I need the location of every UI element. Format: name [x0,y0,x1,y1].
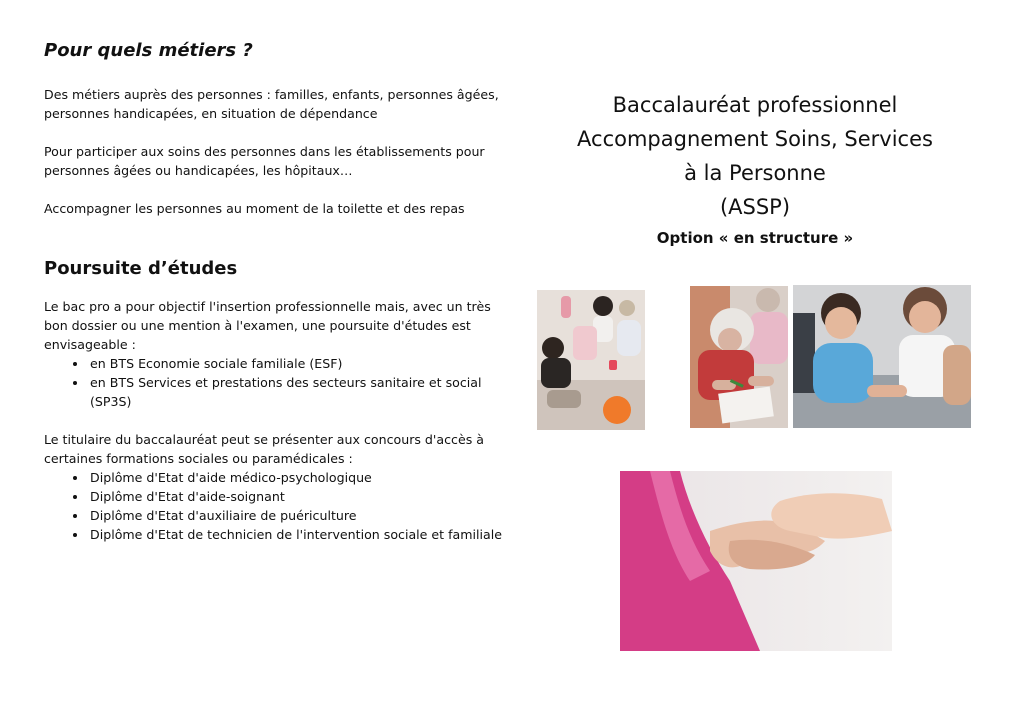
title-line-1: Baccalauréat professionnel [612,93,898,117]
list-item: • Diplôme d'Etat de technicien de l'intervention sociale et familiale [88,525,504,544]
caregiver-young-man-photo [793,285,971,428]
title-line-4: (ASSP) [719,195,791,219]
paragraph-metiers-3: Accompagner les personnes au moment de la toilette et des repas [44,201,465,216]
elderly-writing-photo [690,286,788,428]
list-item: • Diplôme d'Etat d'auxiliaire de puériculture [88,506,504,525]
paragraph-concours-intro: Le titulaire du baccalauréat peut se présenter aux concours d'accès à certaines formations sociales ou paramédicales : [44,432,484,466]
document-title [560,88,950,252]
title-line-3: à la Personne [684,161,826,185]
bts-list [44,354,504,411]
list-item: • en BTS Economie sociale familiale (ESF) [88,354,504,373]
children-playing-photo [537,290,645,430]
holding-hands-photo [620,471,892,651]
diplomes-list [44,468,504,544]
title-line-2: Accompagnement Soins, Services [577,127,933,151]
heading-poursuite: Poursuite d’études [44,258,238,279]
left-column [44,40,504,544]
list-item: • Diplôme d'Etat d'aide-soignant [88,487,504,506]
title-option: Option « en structure » [656,229,854,247]
list-item: • en BTS Services et prestations des secteurs sanitaire et social (SP3S) [88,373,504,411]
list-item: • Diplôme d'Etat d'aide médico-psychologique [88,468,504,487]
paragraph-metiers-1: Des métiers auprès des personnes : familles, enfants, personnes âgées, personnes handicapées, en situation de dépendance [44,87,499,121]
paragraph-poursuite-intro: Le bac pro a pour objectif l'insertion professionnelle mais, avec un très bon dossier ou une mention à l'examen, une poursuite d'études est envisageable : [44,299,491,352]
paragraph-metiers-2: Pour participer aux soins des personnes dans les établissements pour personnes âgées ou handicapées, les hôpitaux… [44,144,485,178]
heading-metiers: Pour quels métiers ? [44,40,253,61]
